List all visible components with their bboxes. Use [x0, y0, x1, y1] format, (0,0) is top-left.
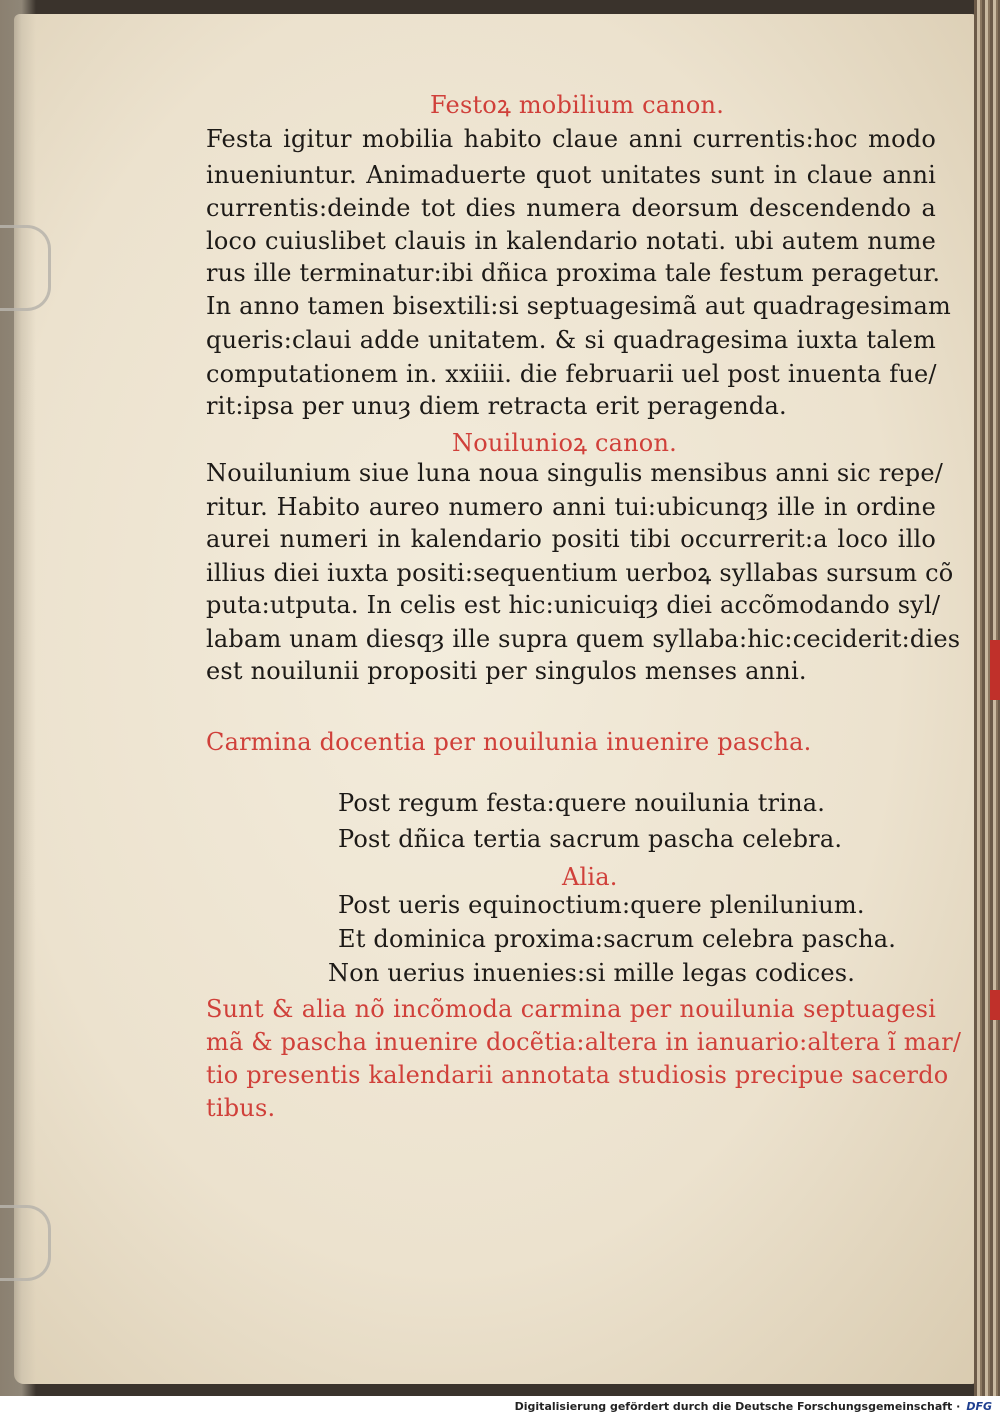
text-line: Festa igitur mobilia habito claue anni currentis:hoc modo	[206, 125, 936, 153]
text-line: labam unam diesqȝ ille supra quem syllaba:hic:ceciderit:dies	[206, 625, 961, 653]
text-line: aurei numeri in kalendario positi tibi occurrerit:a loco illo	[206, 525, 936, 553]
rubric-heading: Carmina docentia per nouilunia inuenire pascha.	[206, 728, 812, 756]
verse-line: Post ueris equinoctium:quere plenilunium.	[338, 891, 865, 919]
rubric-heading: Festoꝝ mobilium canon.	[430, 91, 725, 119]
text-line: rus ille terminatur:ibi dñica proxima tale festum peragetur.	[206, 259, 941, 287]
verse-line: Post dñica tertia sacrum pascha celebra.	[338, 825, 843, 853]
text-line: puta:utputa. In celis est hic:unicuiqȝ diei accõmodando syl/	[206, 591, 941, 619]
text-line: Nouilunium siue luna noua singulis mensibus anni sic repe/	[206, 459, 944, 487]
adjacent-red-mark	[990, 990, 1000, 1020]
verse-line: Et dominica proxima:sacrum celebra pascha.	[338, 925, 897, 953]
text-line: est nouilunii propositi per singulos menses anni.	[206, 657, 807, 685]
text-line: inueniuntur. Animaduerte quot unitates sunt in claue anni	[206, 161, 936, 189]
text-line: queris:claui adde unitatem. & si quadragesima iuxta talem	[206, 326, 936, 354]
rubric-heading: Alia.	[562, 863, 618, 891]
text-line: In anno tamen bisextili:si septuagesimã aut quadragesimam	[206, 292, 951, 320]
text-line: computationem in. xxiiii. die februarii uel post inuenta fue/	[206, 360, 937, 388]
page-clip	[0, 1205, 51, 1281]
credit-text: Digitalisierung gefördert durch die Deutsche Forschungsgemeinschaft ·	[514, 1399, 961, 1413]
text-line: currentis:deinde tot dies numera deorsum descendendo a	[206, 194, 936, 222]
rubric-line: tibus.	[206, 1094, 276, 1122]
rubric-line: Sunt & alia nõ incõmoda carmina per nouilunia septuagesi	[206, 995, 936, 1023]
text-line: ritur. Habito aureo numero anni tui:ubicunqȝ ille in ordine	[206, 493, 936, 521]
text-line: loco cuiuslibet clauis in kalendario notati. ubi autem nume	[206, 227, 936, 255]
rubric-heading: Nouilunioꝝ canon.	[452, 429, 677, 457]
rubric-line: tio presentis kalendarii annotata studiosis precipue sacerdo	[206, 1061, 949, 1089]
digitization-credit-bar	[0, 1396, 1000, 1416]
page-gutter-shadow	[0, 0, 36, 1396]
rubric-line: mã & pascha inuenire docẽtia:altera in ianuario:altera ĩ mar/	[206, 1028, 962, 1056]
page-clip	[0, 225, 51, 311]
adjacent-red-mark	[990, 640, 1000, 700]
text-line: illius diei iuxta positi:sequentium uerboꝝ syllabas sursum cõ	[206, 559, 954, 587]
verse-line: Post regum festa:quere nouilunia trina.	[338, 789, 826, 817]
text-line: rit:ipsa per unuȝ diem retracta erit peragenda.	[206, 392, 787, 420]
verse-line: Non uerius inuenies:si mille legas codices.	[328, 959, 856, 987]
dfg-logo: DFG	[966, 1399, 992, 1413]
